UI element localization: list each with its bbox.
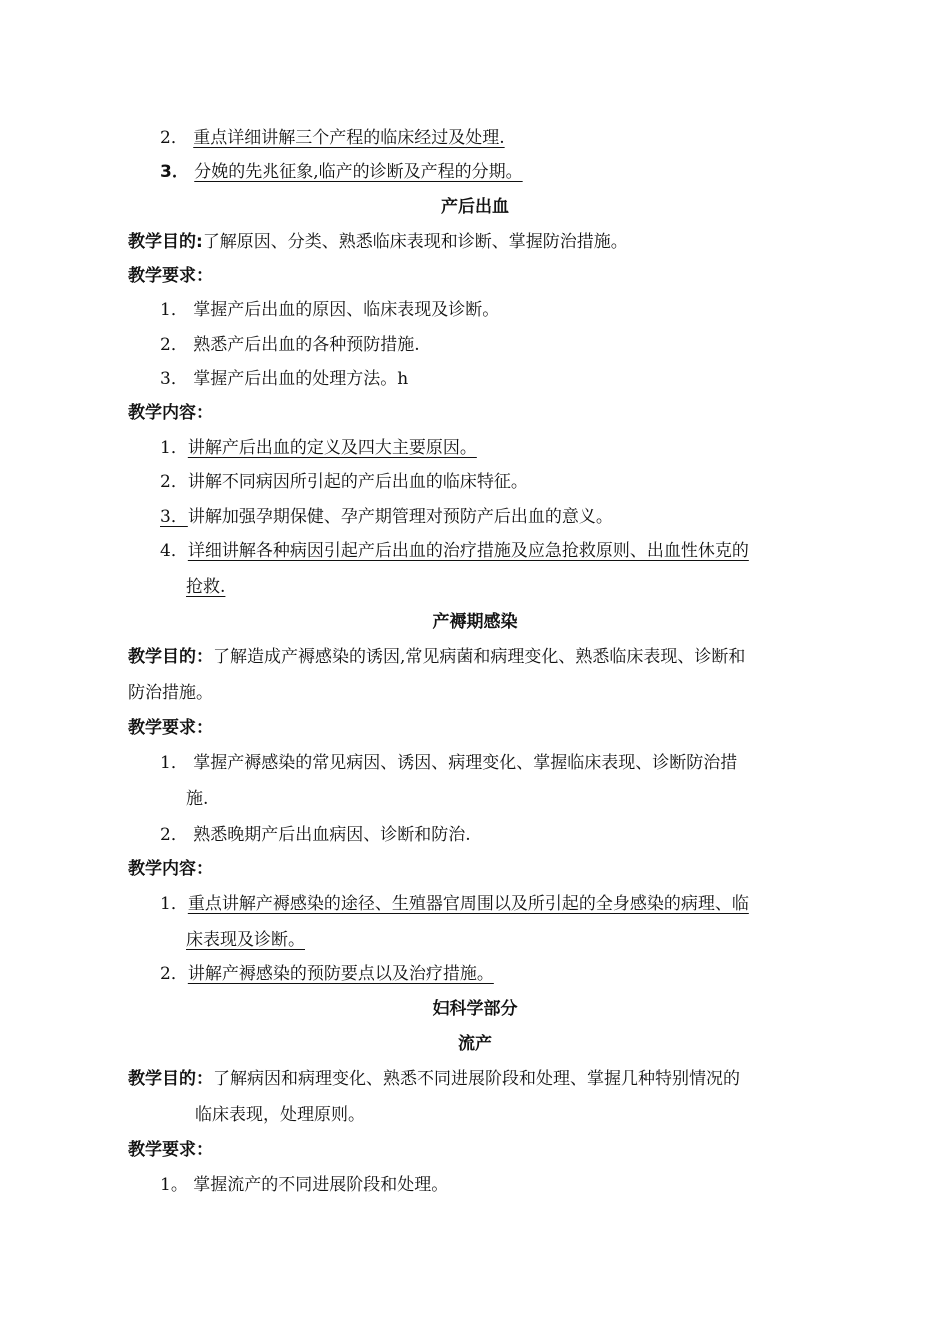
requirements-label: 教学要求： [128,1140,213,1160]
goal-continuation: 防治措施。 [128,683,213,703]
item-text: 详细讲解各种病因引起产后出血的治疗措施及应急抢救原则、出血性休克的 [187,541,749,561]
list-item [160,1173,448,1197]
list-item [160,160,523,184]
item-text: 讲解产后出血的定义及四大主要原因。 [187,438,477,458]
goal-text: 了解造成产褥感染的诱因,常见病菌和病理变化、熟悉临床表现、诊断和 [213,647,746,667]
list-item [160,126,505,150]
item-number: 3． [160,162,189,182]
list-item [160,892,749,916]
part-title: 妇科学部分 [432,999,518,1019]
content-label: 教学内容： [128,859,213,879]
item-text: 讲解加强孕期保健、孕产期管理对预防产后出血的意义。 [187,507,613,527]
requirements-label: 教学要求： [128,718,213,738]
item-number: 2． [160,472,188,492]
list-item [160,436,477,460]
item-text: 掌握产褥感染的常见病因、诱因、病理变化、掌握临床表现、诊断防治措 [193,753,738,773]
item-text: 掌握流产的不同进展阶段和处理。 [193,1175,449,1195]
section-title: 产后出血 [441,197,509,217]
item-text: 熟悉晚期产后出血病因、诊断和防治. [193,825,471,845]
list-item [160,823,471,847]
section-title: 产褥期感染 [432,612,518,632]
item-number: 2． [160,128,188,148]
list-item [160,367,408,391]
item-text: 掌握产后出血的处理方法。h [193,369,409,389]
list-item [160,505,613,529]
list-item [160,333,420,357]
list-item [160,539,749,563]
goal-continuation: 临床表现，处理原则。 [195,1105,365,1125]
goal-text: 了解病因和病理变化、熟悉不同进展阶段和处理、掌握几种特别情况的 [213,1069,740,1089]
item-continuation: 床表现及诊断。 [186,930,305,950]
item-number: 1． [160,894,188,914]
item-text: 重点详细讲解三个产程的临床经过及处理. [193,128,505,148]
item-text: 重点讲解产褥感染的途径、生殖器官周围以及所引起的全身感染的病理、临 [187,894,749,914]
item-number: 1． [160,438,188,458]
content-label: 教学内容： [128,403,213,423]
item-text: 掌握产后出血的原因、临床表现及诊断。 [193,300,500,320]
item-number: 1。 [160,1175,188,1195]
goal-label: 教学目的: [128,232,203,252]
requirements-label: 教学要求： [128,266,213,286]
item-number: 4． [160,541,188,561]
list-item [160,962,494,986]
list-item [160,751,737,775]
item-number: 3． [160,507,188,527]
goal-line [128,1067,740,1091]
item-text: 熟悉产后出血的各种预防措施. [193,335,420,355]
item-continuation: 施. [186,789,209,809]
item-continuation: 抢救. [186,577,226,597]
item-number: 1． [160,300,188,320]
goal-line [128,230,628,254]
goal-label: 教学目的： [128,647,213,667]
goal-text: 了解原因、分类、熟悉临床表现和诊断、掌握防治措施。 [202,232,628,252]
item-text: 分娩的先兆征象,临产的诊断及产程的分期。 [194,162,523,182]
goal-line [128,645,745,669]
item-number: 2． [160,335,188,355]
goal-label: 教学目的： [128,1069,213,1089]
section-title: 流产 [458,1034,492,1054]
item-number: 1． [160,753,188,773]
list-item [160,298,499,322]
item-text: 讲解产褥感染的预防要点以及治疗措施。 [187,964,494,984]
item-number: 2． [160,964,188,984]
item-number: 2． [160,825,188,845]
item-text: 讲解不同病因所引起的产后出血的临床特征。 [187,472,528,492]
item-number: 3． [160,369,188,389]
list-item [160,470,528,494]
